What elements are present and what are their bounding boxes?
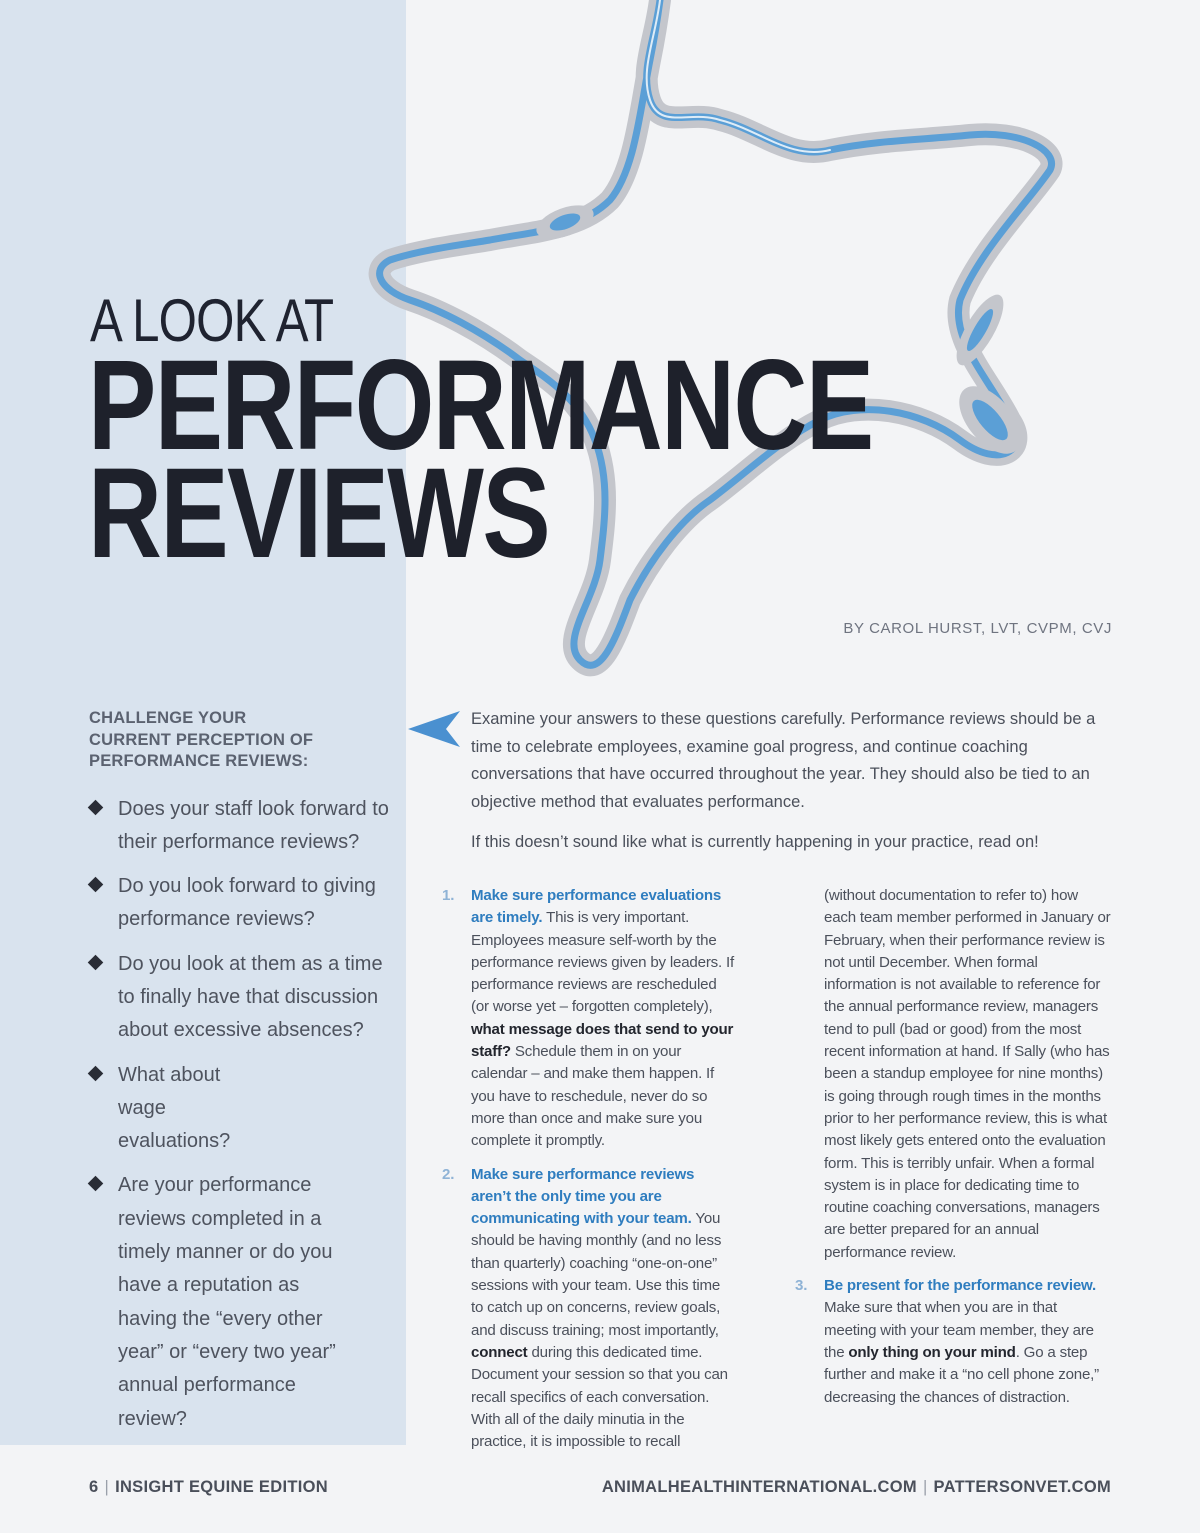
sidebar-heading-line: CURRENT PERCEPTION OF [89, 730, 314, 749]
tip-text: during this dedicated time. Document your session so that you can recall specifics of each conversation. With all of the daily minutia in the practice, it is impossible to recall [471, 1343, 728, 1451]
question-text: Does your staff look forward to their performance reviews? [118, 797, 389, 853]
tip-number: 3. [795, 1277, 808, 1295]
title-line-2: REVIEWS [88, 442, 550, 585]
tips-column-right [795, 885, 1113, 1420]
sidebar-heading [89, 708, 389, 773]
tips-column-left [442, 885, 734, 1464]
intro-paragraph: Examine your answers to these questions carefully. Performance reviews should be a time to celebrate employees, examine goal progress, and continue coaching conversations that have occurred throughout the year. They should also be tied to an objective method that evaluates performance. [471, 710, 1096, 811]
tip-continuation [795, 885, 1113, 1264]
article-title [88, 334, 873, 585]
question-item [89, 1059, 389, 1159]
footer-link-pattersonvet[interactable]: PATTERSONVET.COM [933, 1478, 1111, 1496]
tip-lead: Be present for the performance review. [824, 1277, 1097, 1295]
diamond-bullet-icon [88, 799, 104, 815]
tip-text: This is very important. Employees measure self-worth by the performance reviews given by leaders. If performance reviews are rescheduled (or worse yet – forgotten completely), [471, 909, 734, 1016]
diamond-bullet-icon [88, 877, 104, 893]
footer-separator: | [104, 1478, 110, 1496]
intro [471, 706, 1116, 870]
tip-text: . Go a step further and make it a “no cell phone zone,” decreasing the chances of distraction. [824, 1343, 1099, 1406]
tip-number: 2. [442, 1165, 455, 1183]
tip-item [795, 1275, 1113, 1409]
question-text: Are your performance reviews completed in a timely manner or do you have a reputation as having the “every other year” or “every two year” annual performance review? [118, 1174, 336, 1430]
diamond-bullet-icon [88, 1176, 104, 1192]
tip-lead: Make sure performance evaluations are timely. [471, 887, 722, 927]
byline: BY CAROL HURST, LVT, CVPM, CVJ [843, 620, 1112, 637]
tip-text: Schedule them in on your calendar – and make them happen. If you have to reschedule, never do so more than once and make sure you complete it promptly. [471, 1043, 715, 1150]
question-text: What about wage evaluations? [118, 1063, 231, 1153]
diamond-bullet-icon [88, 954, 104, 970]
tip-text: You should be having monthly (and no less than quarterly) coaching “one-on-one” sessions with your team. Use this time to catch up on concerns, review goals, and discuss training; most importantly, [471, 1210, 722, 1339]
question-item [89, 1169, 389, 1435]
article-kicker: A LOOK AT [90, 287, 334, 354]
tip-item [442, 1164, 734, 1454]
tip-emphasis: what message does that send to your staff? [471, 1020, 734, 1061]
intro-paragraph: If this doesn’t sound like what is currently happening in your practice, read on! [471, 833, 1039, 851]
tip-text: Make sure that when you are in that meeting with your team member, they are the [824, 1299, 1094, 1361]
publication-name: INSIGHT EQUINE EDITION [115, 1478, 328, 1496]
tip-text: (without documentation to refer to) how each team member performed in January or February, when their performance review is not until December. When formal information is not available to reference for the annual performance review, managers tend to pull (bad or good) from the most recent information at hand. If Sally (who has been a standup employee for nine months) is going through rough times in the months prior to her performance review, this is what most likely gets entered onto the evaluation form. This is terribly unfair. When a formal system is in place for dedicating time to routine coaching conversations, managers are better prepared for an annual performance review. [824, 887, 1111, 1261]
tip-lead: Make sure performance reviews aren’t the only time you are communicating with your team. [471, 1165, 695, 1228]
question-text: Do you look forward to giving performance reviews? [118, 875, 376, 931]
footer-link-animalhealth[interactable]: ANIMALHEALTHINTERNATIONAL.COM [601, 1478, 917, 1496]
tip-number: 1. [442, 887, 455, 904]
arrow-pointer-icon [408, 711, 460, 747]
title-line-1: PERFORMANCE [88, 334, 873, 477]
question-item [89, 948, 389, 1048]
question-item [89, 870, 389, 937]
sidebar-heading-line: CHALLENGE YOUR [89, 709, 247, 727]
tip-emphasis: connect [471, 1343, 528, 1361]
diamond-bullet-icon [88, 1065, 104, 1081]
footer-right [602, 1478, 1111, 1497]
question-item [89, 793, 389, 860]
page-number: 6 [89, 1478, 99, 1496]
footer-left [89, 1478, 328, 1497]
tip-item [442, 885, 734, 1153]
sidebar-challenge [89, 708, 389, 1447]
tip-emphasis: only thing on your mind [848, 1343, 1016, 1361]
question-list [89, 793, 389, 1436]
footer-separator: | [922, 1478, 928, 1496]
sidebar-heading-line: PERFORMANCE REVIEWS: [89, 752, 309, 770]
question-text: Do you look at them as a time to finally have that discussion about excessive absences? [118, 952, 383, 1042]
